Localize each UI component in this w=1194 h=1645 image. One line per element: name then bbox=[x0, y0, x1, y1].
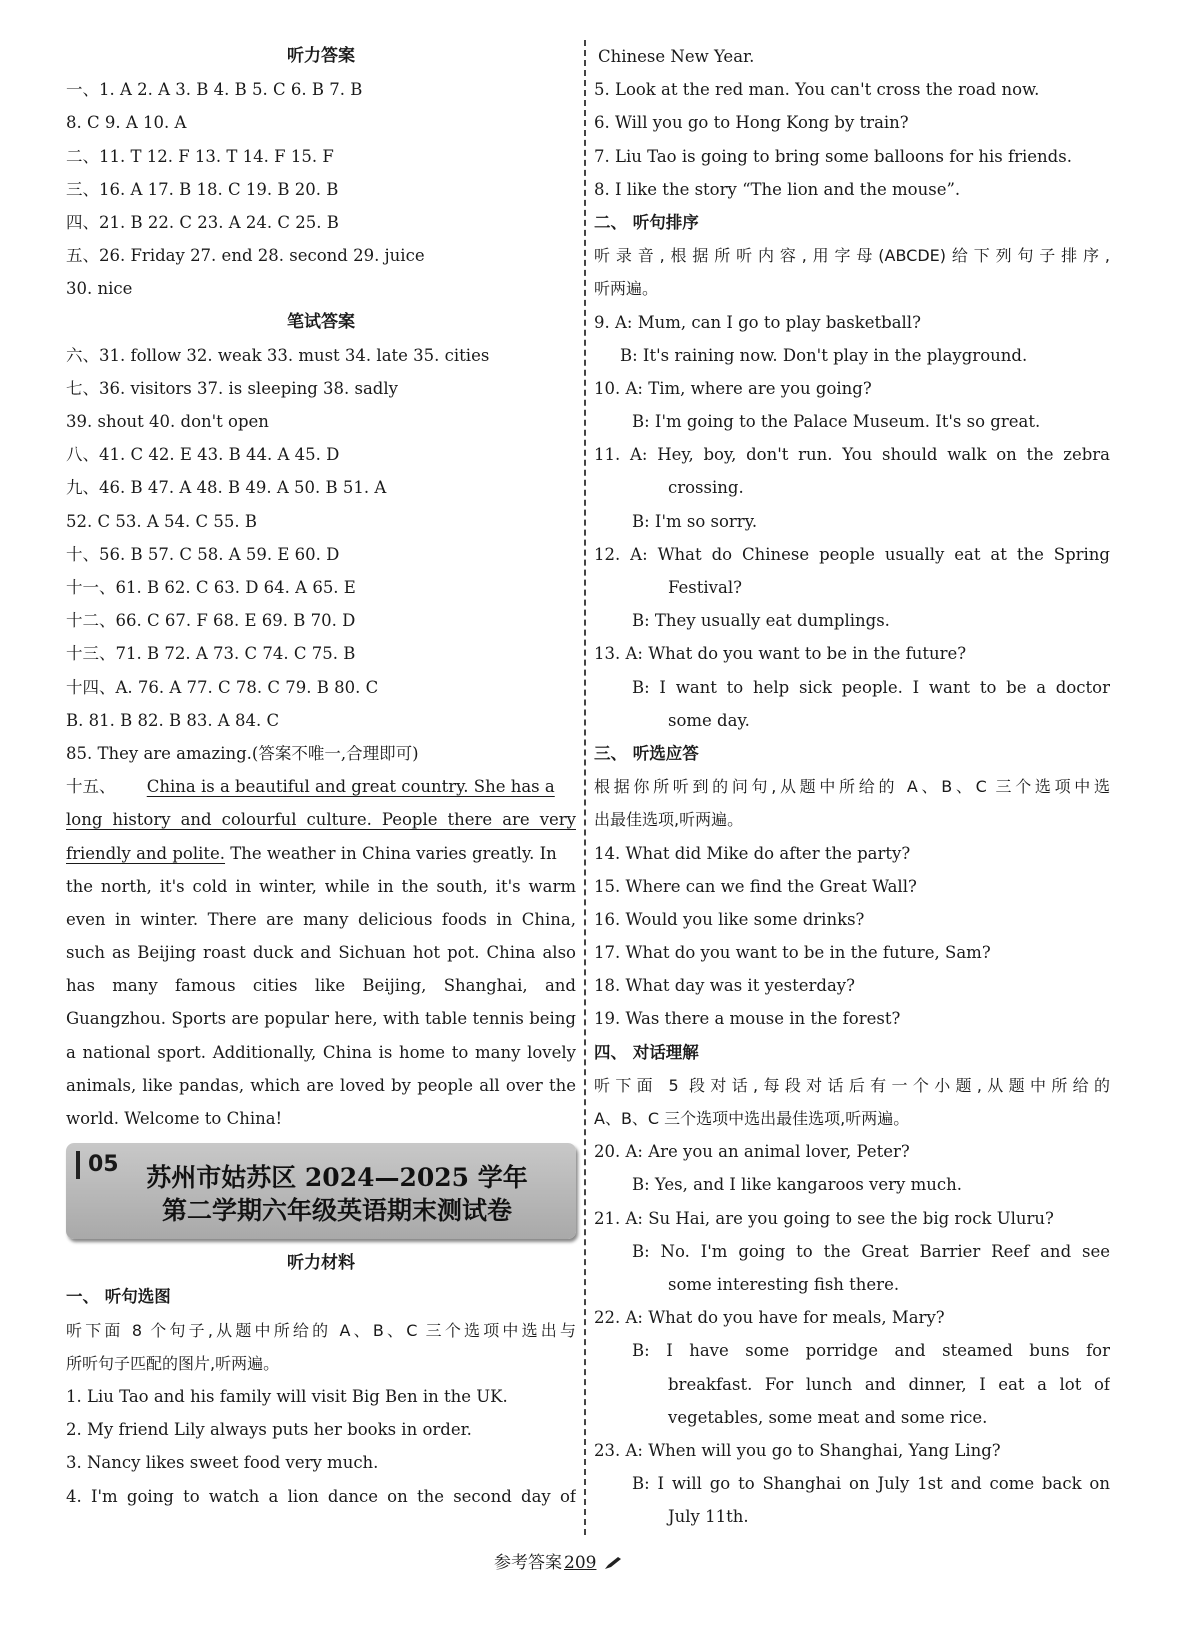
question-item: 1. Liu Tao and his family will visit Big Ben in the UK. bbox=[66, 1386, 508, 1406]
question-item: 19. Was there a mouse in the forest? bbox=[594, 1009, 901, 1029]
listening-answers-title: 听力答案 bbox=[287, 46, 355, 66]
answer-line: 十四、A. 76. A 77. C 78. C 79. B 80. C bbox=[66, 677, 379, 697]
dialogue-line: 12. A: What do Chinese people usually eat at the Spring bbox=[594, 544, 1110, 564]
answer-line: 8. C 9. A 10. A bbox=[66, 113, 187, 133]
dialogue-line: breakfast. For lunch and dinner, I eat a lot of bbox=[668, 1374, 1110, 1394]
section-heading: 三、 听选应答 bbox=[594, 743, 699, 763]
answer-line: 十、56. B 57. C 58. A 59. E 60. D bbox=[66, 544, 340, 564]
section-instructions: 根据你所听到的问句,从题中所给的 A、B、C 三个选项中选 bbox=[594, 777, 1110, 797]
essay-line bbox=[66, 770, 576, 803]
section-instructions: A、B、C 三个选项中选出最佳选项,听两遍。 bbox=[594, 1109, 910, 1128]
essay-text: The weather in China varies greatly. In bbox=[225, 843, 557, 863]
essay-underlined-text: long history and colourful culture. People there are very bbox=[66, 810, 576, 830]
answer-line: B. 81. B 82. B 83. A 84. C bbox=[66, 710, 280, 730]
dialogue-line: B: I have some porridge and steamed buns for bbox=[632, 1341, 1110, 1361]
essay-line: such as Beijing roast duck and Sichuan hot pot. China also bbox=[66, 943, 576, 963]
essay-line: even in winter. There are many delicious foods in China, bbox=[66, 909, 576, 929]
dialogue-line: B: Yes, and I like kangaroos very much. bbox=[632, 1175, 962, 1195]
dialogue-line: B: I want to help sick people. I want to be a doctor bbox=[632, 677, 1110, 697]
pen-icon bbox=[604, 1556, 622, 1570]
exam-title-line: 第二学期六年级英语期末测试卷 bbox=[161, 1196, 512, 1226]
answer-line: 十二、66. C 67. F 68. E 69. B 70. D bbox=[66, 611, 356, 631]
question-item: 7. Liu Tao is going to bring some balloons for his friends. bbox=[594, 146, 1072, 166]
listening-material-title: 听力材料 bbox=[287, 1253, 355, 1274]
essay-line: world. Welcome to China! bbox=[66, 1109, 283, 1128]
section-heading: 一、 听句选图 bbox=[66, 1287, 171, 1307]
section-instructions: 听下面 8 个句子,从题中所给的 A、B、C 三个选项中选出与 bbox=[66, 1320, 576, 1340]
answer-line: 三、16. A 17. B 18. C 19. B 20. B bbox=[66, 179, 339, 199]
question-item: 8. I like the story “The lion and the mouse”. bbox=[594, 179, 961, 199]
answer-line: 四、21. B 22. C 23. A 24. C 25. B bbox=[66, 212, 339, 232]
footer-label: 参考答案 bbox=[494, 1553, 562, 1573]
essay-line: a national sport. Additionally, China is home to many lovely bbox=[66, 1042, 576, 1062]
essay-line: Guangzhou. Sports are popular here, with table tennis being bbox=[66, 1009, 576, 1029]
exam-title-banner bbox=[66, 1143, 576, 1239]
question-item: 6. Will you go to Hong Kong by train? bbox=[594, 113, 909, 133]
dialogue-line: B: No. I'm going to the Great Barrier Reef and see bbox=[632, 1241, 1110, 1261]
dialogue-line: 9. A: Mum, can I go to play basketball? bbox=[594, 312, 921, 332]
right-column bbox=[594, 40, 1110, 1533]
page-number: 209 bbox=[564, 1553, 597, 1573]
answer-line: 十一、61. B 62. C 63. D 64. A 65. E bbox=[66, 578, 356, 597]
section-instructions: 听下面 5 段对话,每段对话后有一个小题,从题中所给的 bbox=[594, 1075, 1110, 1095]
question-item: 17. What do you want to be in the future, Sam? bbox=[594, 943, 991, 963]
question-item: 5. Look at the red man. You can't cross the road now. bbox=[594, 80, 1040, 100]
dialogue-line: 23. A: When will you go to Shanghai, Yang Ling? bbox=[594, 1440, 1001, 1460]
exam-title-line: 苏州市姑苏区 2024—2025 学年 bbox=[146, 1163, 528, 1193]
written-answers-title: 笔试答案 bbox=[287, 311, 355, 332]
essay-underlined-text: China is a beautiful and great country. She has a bbox=[146, 777, 555, 797]
left-column bbox=[66, 40, 576, 1513]
question-item: 15. Where can we find the Great Wall? bbox=[594, 876, 917, 896]
answer-line: 85. They are amazing.(答案不唯一,合理即可) bbox=[66, 743, 419, 763]
dialogue-line: some day. bbox=[668, 710, 750, 730]
question-item: 14. What did Mike do after the party? bbox=[594, 843, 911, 863]
answer-line: 六、31. follow 32. weak 33. must 34. late 35. cities bbox=[66, 345, 490, 365]
essay-label: 十五、 bbox=[66, 777, 116, 797]
answer-line: 十三、71. B 72. A 73. C 74. C 75. B bbox=[66, 644, 356, 664]
dialogue-line: Festival? bbox=[668, 578, 742, 597]
dialogue-line: 11. A: Hey, boy, don't run. You should walk on the zebra bbox=[594, 445, 1110, 465]
answer-line: 二、11. T 12. F 13. T 14. F 15. F bbox=[66, 146, 334, 166]
dialogue-line: vegetables, some meat and some rice. bbox=[668, 1407, 988, 1427]
dialogue-line: B: It's raining now. Don't play in the playground. bbox=[620, 345, 1028, 365]
section-instructions: 出最佳选项,听两遍。 bbox=[594, 810, 744, 830]
question-item-continuation: Chinese New Year. bbox=[598, 47, 755, 66]
section-heading: 四、 对话理解 bbox=[594, 1042, 699, 1062]
question-item: 18. What day was it yesterday? bbox=[594, 976, 855, 996]
answer-line: 五、26. Friday 27. end 28. second 29. juice bbox=[66, 246, 425, 266]
question-item: 3. Nancy likes sweet food very much. bbox=[66, 1453, 379, 1473]
section-instructions: 所听句子匹配的图片,听两遍。 bbox=[66, 1353, 280, 1373]
section-heading: 二、 听句排序 bbox=[594, 212, 699, 232]
dialogue-line: 13. A: What do you want to be in the future? bbox=[594, 644, 967, 664]
essay-line: animals, like pandas, which are loved by people all over the bbox=[66, 1075, 576, 1095]
dialogue-line: some interesting fish there. bbox=[668, 1274, 900, 1294]
question-item: 4. I'm going to watch a lion dance on the second day of bbox=[66, 1486, 576, 1506]
answer-line: 30. nice bbox=[66, 279, 133, 299]
question-item: 2. My friend Lily always puts her books in order. bbox=[66, 1420, 472, 1440]
exam-title bbox=[106, 1161, 568, 1227]
answer-line: 39. shout 40. don't open bbox=[66, 412, 269, 432]
essay-underlined-text: friendly and polite. bbox=[66, 843, 226, 863]
essay-line bbox=[66, 837, 576, 870]
exam-number-badge: 05 bbox=[76, 1151, 119, 1179]
question-item: 16. Would you like some drinks? bbox=[594, 909, 865, 929]
dialogue-line: crossing. bbox=[668, 478, 744, 498]
essay-line: the north, it's cold in winter, while in the south, it's warm bbox=[66, 876, 576, 896]
dialogue-line: July 11th. bbox=[668, 1507, 749, 1527]
dialogue-line: B: I will go to Shanghai on July 1st and come back on bbox=[632, 1474, 1110, 1494]
page-footer bbox=[494, 1548, 694, 1572]
dialogue-line: 21. A: Su Hai, are you going to see the big rock Uluru? bbox=[594, 1208, 1054, 1228]
essay-line: has many famous cities like Beijing, Shanghai, and bbox=[66, 976, 576, 996]
answer-line: 九、46. B 47. A 48. B 49. A 50. B 51. A bbox=[66, 478, 387, 498]
answer-line: 七、36. visitors 37. is sleeping 38. sadly bbox=[66, 378, 398, 398]
answer-line: 八、41. C 42. E 43. B 44. A 45. D bbox=[66, 445, 340, 465]
dialogue-line: B: I'm so sorry. bbox=[632, 511, 758, 531]
answer-line: 52. C 53. A 54. C 55. B bbox=[66, 511, 257, 531]
section-instructions: 听两遍。 bbox=[594, 279, 659, 299]
section-instructions: 听录音,根据所听内容,用字母(ABCDE)给下列句子排序, bbox=[594, 246, 1110, 266]
column-divider bbox=[584, 40, 586, 1535]
dialogue-line: 22. A: What do you have for meals, Mary? bbox=[594, 1308, 945, 1328]
dialogue-line: B: They usually eat dumplings. bbox=[632, 611, 890, 631]
dialogue-line: 10. A: Tim, where are you going? bbox=[594, 378, 872, 398]
dialogue-line: 20. A: Are you an animal lover, Peter? bbox=[594, 1142, 910, 1162]
answer-line: 一、1. A 2. A 3. B 4. B 5. C 6. B 7. B bbox=[66, 80, 363, 100]
dialogue-line: B: I'm going to the Palace Museum. It's so great. bbox=[632, 412, 1041, 432]
